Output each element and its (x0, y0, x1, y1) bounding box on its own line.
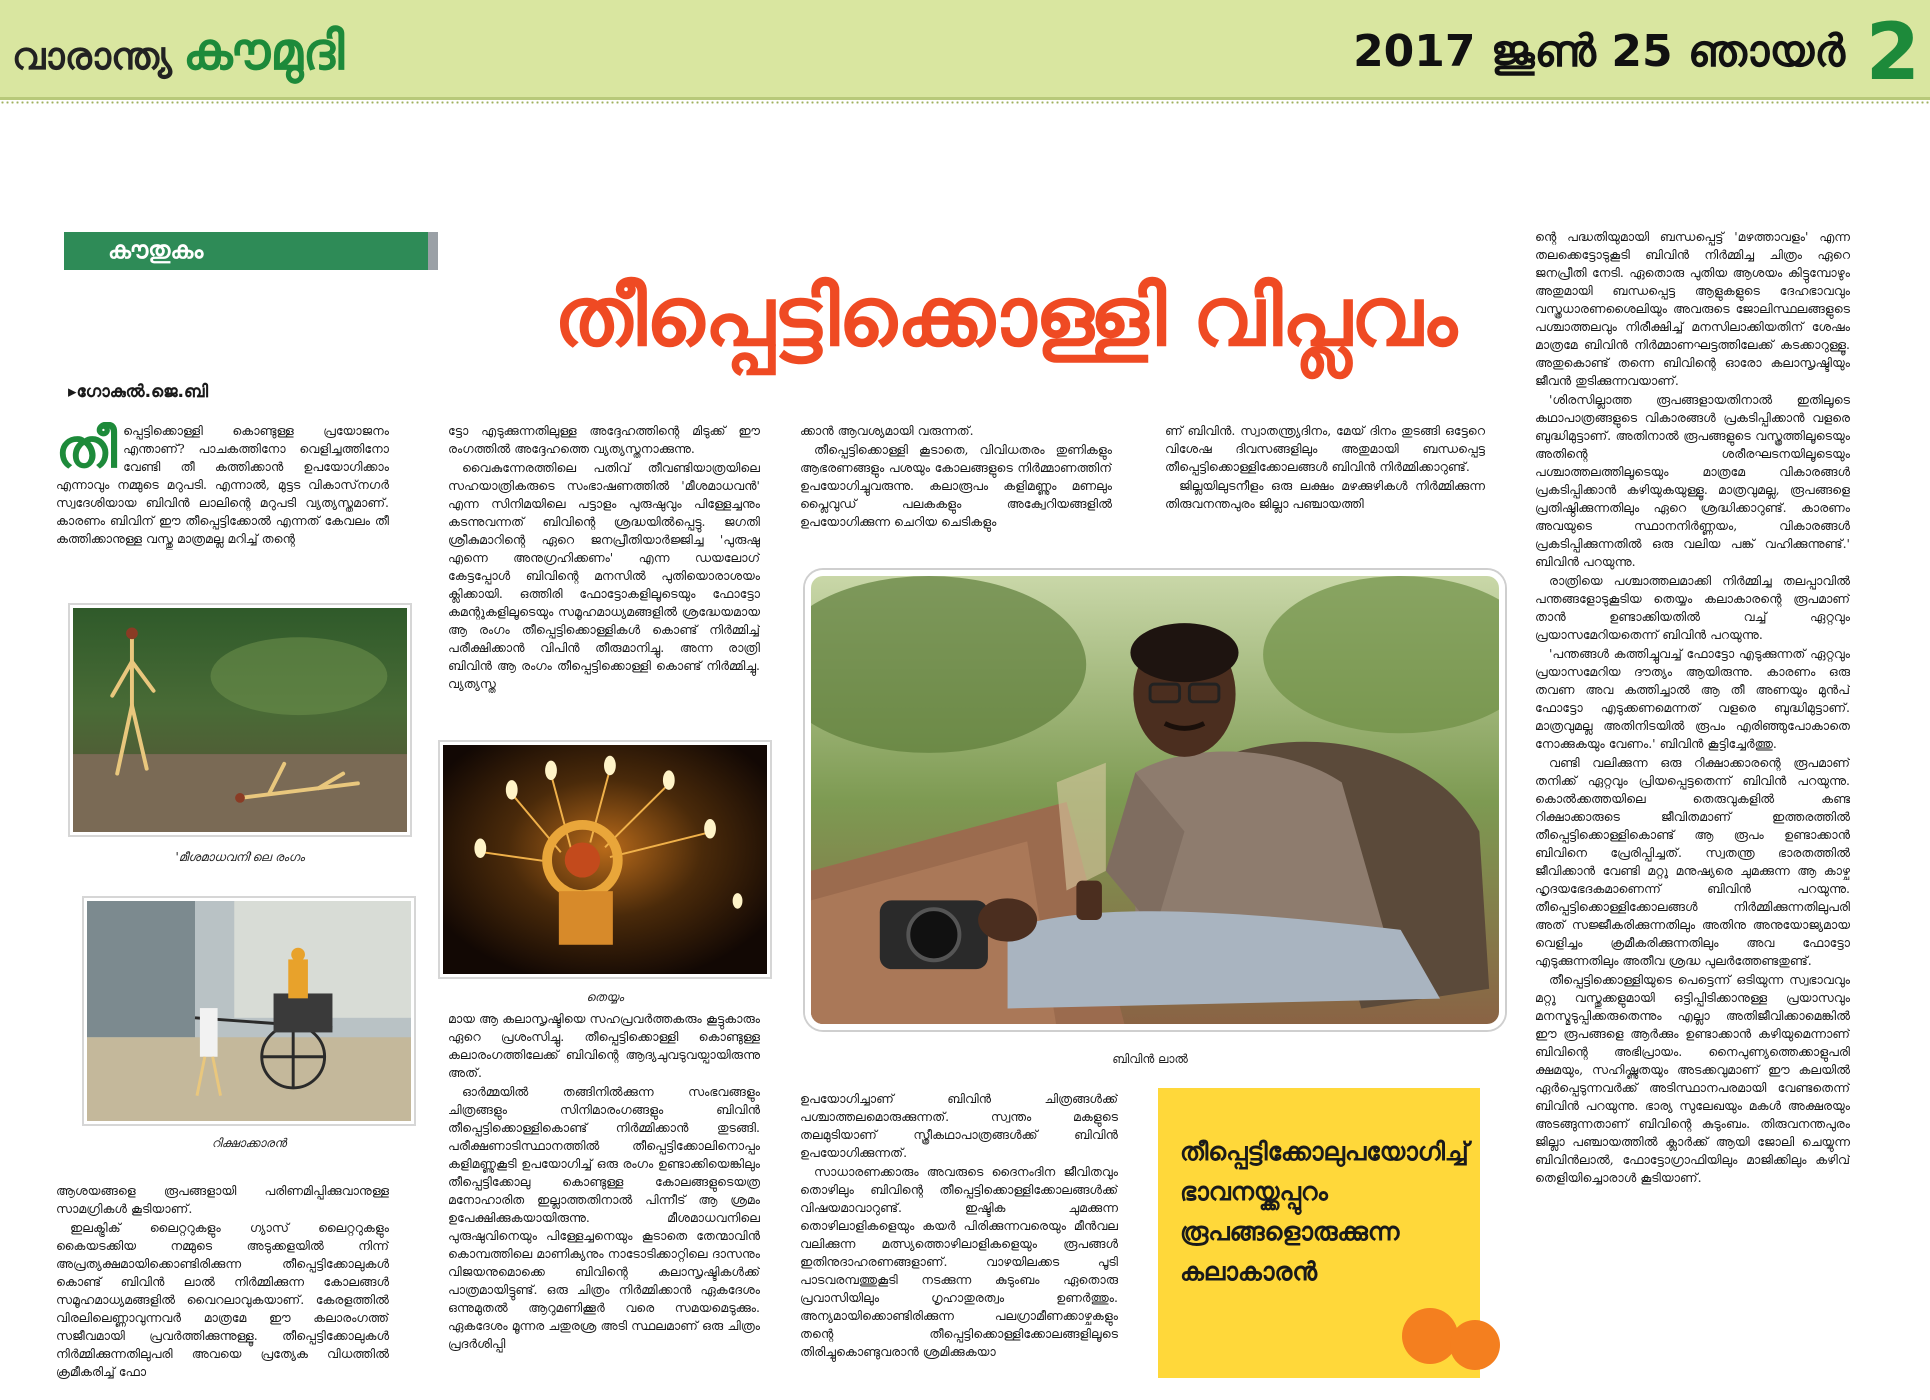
newspaper-logo (12, 22, 344, 83)
matchstick-figures-image (73, 608, 407, 832)
paragraph: വൈകുന്നേരത്തിലെ പതിവ് തീവണ്ടിയാത്രയിലെ സഹയാത്രികരുടെ സംഭാഷണത്തിൽ 'മീശമാധവൻ' എന്ന സിനിമയിലെ പട്ടാളം പുരുഷുവും പിള്ളേച്ചനും കടന്നുവന്നത് ബിവിന്റെ ശ്രദ്ധയിൽപ്പെട്ടു. ജഗതി ശ്രീകുമാറിന്റെ ഏറെ ജനപ്രീതിയാർജ്ജിച്ച 'പുരുഷു എന്നെ അനുഗ്രഹിക്കണം' എന്ന ഡയലോഗ് കേട്ടപ്പോൾ ബിവിന്റെ മനസിൽ പുതിയൊരാശയം ക്ലിക്കായി. ഒത്തിരി ഫോട്ടോകളിലൂടെയും ഫോട്ടോ കമന്റുകളിലൂടെയും സമൂഹമാധ്യമങ്ങളിൽ ശ്രദ്ധേയമായ ആ രംഗം തീപ്പെട്ടിക്കൊള്ളികൾ കൊണ്ട് നിർമ്മിച്ച് പരീക്ഷിക്കാൻ വിപിൻ തീരുമാനിച്ചു. അന്ന രാത്രി ബിവിൻ ആ രംഗം തീപ്പെട്ടിക്കൊള്ളി കൊണ്ട് നിർമ്മിച്ചു. വ്യത്യസ്ത (448, 460, 760, 691)
photographer-portrait-image (811, 576, 1499, 1028)
paragraph: ട്ടോ എടുക്കുന്നതിലുള്ള അദ്ദേഹത്തിന്റെ മിടുക്ക് ഈ രംഗത്തിൽ അദ്ദേഹത്തെ വ്യത്യസ്തനാക്കുന്നു. (448, 423, 760, 456)
paragraph: ഓർമ്മയിൽ തങ്ങിനിൽക്കുന്ന സംഭവങ്ങളും ചിത്രങ്ങളും സിനിമാരംഗങ്ങളും ബിവിൻ തീപ്പെട്ടിക്കൊള്ളികൊണ്ട് നിർമ്മിക്കാൻ തുടങ്ങി. പരീക്ഷണാടിസ്ഥാനത്തിൽ തീപ്പെട്ടിക്കോലിനൊപ്പം കളിമണ്ണുകൂടി ഉപയോഗിച്ച് ഒരു രംഗം ഉണ്ടാക്കിയെങ്കിലും തീപ്പെട്ടിക്കോലു കൊണ്ടുള്ള കോലങ്ങളുടെയത്ര മനോഹാരിത ഇല്ലാത്തതിനാൽ പിന്നീട് ആ ശ്രമം ഉപേക്ഷിക്കുകയായിരുന്നു. മീശമാധവനിലെ പുരുഷുവിനെയും പിള്ളേച്ചനെയും കൂടാതെ തേന്മാവിൻ കൊമ്പത്തിലെ മാണിക്യനും നാടോടിക്കാറ്റിലെ ദാസനും വിജയനുമൊക്കെ ബിവിന്റെ കലാസൃഷ്ടികൾക്ക് പാത്രമായിട്ടുണ്ട്. ഒരു ചിത്രം നിർമ്മിക്കാൻ ഏകദേശം ഒന്നുമുതൽ ആറുമണിക്കൂർ വരെ സമയമെടുക്കും. ഏകദേശം മൂന്നര ചതുരശ്ര അടി സ്ഥലമാണ് ഒരു ചിത്രം പ്രദർശിപ്പി (448, 1084, 760, 1351)
drop-cap: തീ (56, 422, 118, 480)
photo-caption: റിക്ഷാക്കാരൻ (211, 1136, 287, 1150)
paragraph: ക്കാൻ ആവശ്യമായി വരുന്നത്. (800, 423, 974, 438)
photo-caption: തെയ്യം (586, 990, 624, 1004)
paragraph: തീപ്പെട്ടിക്കൊള്ളിയുടെ പെട്ടെന്ന് ഒടിയുന്ന സ്വഭാവവും മറ്റു വസ്തുക്കളുമായി ഒട്ടിപ്പിടിക്കാനുള്ള പ്രയാസവും മനസ്മടുപ്പിക്കരുതെന്നും എല്ലാ അതിജീവിക്കാമെങ്കിൽ ഈ രൂപങ്ങളെ ആർക്കും ഉണ്ടാക്കാൻ കഴിയുമെന്നാണ് ബിവിന്റെ അഭിപ്രായം. നൈപുണ്യത്തെക്കാളുപരി ക്ഷമയും, സഹിഷ്ണുതയും അടക്കവുമാണ് ഈ കലയിൽ ഏർപ്പെടുന്നവർക്ക് അടിസ്ഥാനപരമായി വേണ്ടതെന്ന് ബിവിൻ പറയുന്നു. ഭാര്യ സുലേഖയും മകൾ അക്ഷരയും അടങ്ങുന്നതാണ് ബിവിന്റെ കുടുംബം. തിരുവനന്തപുരം ജില്ലാ പഞ്ചായത്തിൽ ക്ലാർക്ക് ആയി ജോലി ചെയ്യുന്ന ബിവിൻലാൽ, ഫോട്ടോഗ്രാഫിയിലും മാജിക്കിലും കഴിവ് തെളിയിച്ചൊരാൾ കൂടിയാണ്. (1535, 972, 1850, 1185)
article-column-4 (1165, 422, 1485, 552)
paragraph: സാധാരണക്കാരും അവരുടെ ദൈനംദിന ജീവിതവും തൊഴിലും ബിവിന്റെ തീപ്പെട്ടിക്കൊള്ളിക്കോലങ്ങൾക്ക് വിഷയമാവാറുണ്ട്. ഇഷ്ടിക ചുമക്കുന്ന തൊഴിലാളികളെയും കയർ പിരിക്കുന്നവരെയും മീൻവല വലിക്കുന്ന മത്സ്യത്തൊഴിലാളികളെയും രൂപങ്ങൾ ഇതിനുദാഹരണങ്ങളാണ്. വാഴയിലക്കട പൂടി പാടവരമ്പത്തുകൂടി നടക്കുന്ന കുടുംബം ഏതൊരു പ്രവാസിയിലും ഗൃഹാതുരത്വം ഉണർത്തും. അന്യമായിക്കൊണ്ടിരിക്കുന്ന പലഗ്രാമീണക്കാഴ്ചകളും തന്റെ തീപ്പെട്ടിക്കൊള്ളിക്കോലങ്ങളിലൂടെ തിരിച്ചുകൊണ്ടുവരാൻ ശ്രമിക്കുകയാ (800, 1164, 1118, 1359)
paragraph: ഉപയോഗിച്ചാണ് ബിവിൻ ചിത്രങ്ങൾക്ക് പശ്ചാത്തലമൊരുക്കുന്നത്. സ്വന്തം മകളുടെ തലമുടിയാണ് സ്ത്രീകഥാപാത്രങ്ങൾക്ക് ബിവിൻ ഉപയോഗിക്കുന്നത്. (800, 1091, 1118, 1160)
section-label: കൗതുകം (108, 236, 204, 264)
masthead (0, 0, 1930, 100)
photo-rickshaw (84, 898, 414, 1124)
paragraph: മായ ആ കലാസൃഷ്ടിയെ സഹപ്രവർത്തകരും കൂട്ടുകാരും ഏറെ പ്രശംസിച്ചു. തീപ്പെട്ടിക്കൊള്ളി കൊണ്ടുള്ള കലാരംഗത്തിലേക്ക് ബിവിന്റെ ആദ്യചുവടുവയ്പായിരുന്നു അത്. (448, 1011, 760, 1080)
portrait-photo (805, 570, 1505, 1030)
rickshaw-figure-image (87, 901, 411, 1121)
decorative-dot (1450, 1320, 1500, 1370)
paragraph: ന്റെ പദ്ധതിയുമായി ബന്ധപ്പെട്ട് 'മഴത്താവളം' എന്ന തലക്കെട്ടോടുകൂടി ബിവിൻ നിർമ്മിച്ച ചിത്രം ഏറെ ജനപ്രീതി നേടി. ഏതൊരു പുതിയ ആശയം കിട്ടുമ്പോഴും അതുമായി ബന്ധപ്പെട്ട ആളുകളുടെ ദേഹഭാവവും വസ്ത്രധാരണശൈലിയും അവരുടെ ജോലിസ്ഥലങ്ങളുടെ പശ്ചാത്തലവും നിരീക്ഷിച്ച് മനസിലാക്കിയതിന് ശേഷം മാത്രമേ ബിവിൻ നിർമ്മാണഘട്ടത്തിലേക്ക് കടക്കാറുള്ളൂ. അതുകൊണ്ട് തന്നെ ബിവിന്റെ ഓരോ കലാസൃഷ്ടിയും ജീവൻ തുടിക്കുന്നവയാണ്. (1535, 229, 1850, 388)
photo-caption: ബിവിൻ ലാൽ (1112, 1052, 1188, 1066)
paragraph: പ്പെട്ടിക്കൊള്ളി കൊണ്ടുള്ള പ്രയോജനം എന്താണ്? പാചകത്തിനോ വെളിച്ചത്തിനോ വേണ്ടി തീ കത്തിക്കാൻ ഉപയോഗിക്കാം എന്നാവും നമ്മുടെ മറുപടി. എന്നാൽ, മുട്ടട വികാസ്‌നഗർ സ്വദേശിയായ ബിവിൻ ലാലിന്റെ മറുപടി വ്യത്യസ്തമാണ്. കാരണം ബിവിന് ഈ തീപ്പെട്ടിക്കോൽ എന്നത് കേവലം തീ കത്തിക്കാനുള്ള വസ്തു മാത്രമല്ല മറിച്ച് തന്റെ (56, 423, 389, 546)
paragraph: ജില്ലയിലുടനീളം ഒരു ലക്ഷം മഴക്കുഴികൾ നിർമ്മിക്കുന്ന തിരുവനന്തപുരം ജില്ലാ പഞ്ചായത്തി (1165, 478, 1485, 511)
pull-quote-text: തീപ്പെട്ടിക്കോലുപയോഗിച്ച് ഭാവനയ്ക്കപ്പുറം രൂപങ്ങളൊരുക്കുന്ന കലാകാരൻ (1180, 1137, 1469, 1286)
photo-meeshamadhavan-scene (70, 605, 410, 835)
brand-title: കൗമുദി (183, 22, 345, 82)
article-column-2 (448, 422, 760, 722)
headline: തീപ്പെട്ടിക്കൊള്ളി വിപ്ലവം (554, 270, 1456, 365)
dateline: 2017 ജൂൺ 25 ഞായർ (1353, 26, 1845, 77)
paragraph: വണ്ടി വലിക്കുന്ന ഒരു റിക്ഷാക്കാരന്റെ രൂപമാണ് തനിക്ക് ഏറ്റവും പ്രിയപ്പെട്ടതെന്ന് ബിവിൻ പറയുന്നു. കൊൽക്കത്തയിലെ തെരുവുകളിൽ കണ്ട റിക്ഷാക്കാരുടെ ജീവിതമാണ് ഇത്തരത്തിൽ തീപ്പെട്ടിക്കൊള്ളികൊണ്ട് ആ രൂപം ഉണ്ടാക്കാൻ ബിവിനെ പ്രേരിപ്പിച്ചത്. സ്വതന്ത്ര ഭാരതത്തിൽ ജീവിക്കാൻ വേണ്ടി മറ്റു മനുഷ്യരെ ചുമക്കുന്ന ആ കാഴ്ച ഹൃദയഭേദകമാണെന്ന് ബിവിൻ പറയുന്നു. തീപ്പെട്ടിക്കൊള്ളിക്കോലങ്ങൾ നിർമ്മിക്കുന്നതിലുപരി അത് സജ്ജീകരിക്കുന്നതിലും അതിനു അനുയോജ്യമായ വെളിച്ചം ക്രമീകരിക്കുന്നതിലും അവ ഫോട്ടോ എടുക്കുന്നതിലും അതീവ ശ്രദ്ധ പുലർത്തേണ്ടതുണ്ട്. (1535, 755, 1850, 968)
paragraph: ഇലക്ട്രിക് ലൈറ്ററുകളും ഗ്യാസ് ലൈറ്ററുകളും കൈയടക്കിയ നമ്മുടെ അടുക്കളയിൽ നിന്ന് അപ്രത്യക്ഷമായിക്കൊണ്ടിരിക്കുന്ന തീപ്പെട്ടിക്കോലുകൾ കൊണ്ട് ബിവിൻ ലാൽ നിർമ്മിക്കുന്ന കോലങ്ങൾ സമൂഹമാധ്യമങ്ങളിൽ വൈറലാവുകയാണ്. കേരളത്തിൽ വിരലിലെണ്ണാവുന്നവർ മാത്രമേ ഈ കലാരംഗത്ത് സജീവമായി പ്രവർത്തിക്കുന്നുള്ളൂ. തീപ്പെട്ടിക്കോലുകൾ നിർമ്മിക്കുന്നതിലുപരി അവയെ പ്രത്യേക വിധത്തിൽ ക്രമീകരിച്ച് ഫോ (56, 1220, 389, 1379)
article-column-3-continued (800, 1090, 1118, 1382)
paragraph: 'ശിരസില്ലാത്ത രൂപങ്ങളായതിനാൽ ഇതിലൂടെ കഥാപാത്രങ്ങളുടെ വികാരങ്ങൾ പ്രകടിപ്പിക്കാൻ വളരെ ബുദ്ധിമുട്ടാണ്. അതിനാൽ രൂപങ്ങളുടെ വസ്ത്രത്തിലൂടെയും അതിന്റെ ശരീരഘടനയിലൂടെയും പശ്ചാത്തലത്തിലൂടെയും മാത്രമേ വികാരങ്ങൾ പ്രകടിപ്പിക്കാൻ കഴിയുകയുള്ളൂ. മാത്രവുമല്ല, രൂപങ്ങളെ പ്രതിഷ്ഠിക്കുന്നതിലും ഏറെ ശ്രദ്ധിക്കാറുണ്ട്. കാരണം അവയുടെ സ്ഥാനനിർണ്ണയം, വികാരങ്ങൾ പ്രകടിപ്പിക്കുന്നതിൽ ഒരു വലിയ പങ്ക് വഹിക്കുന്നുണ്ട്.' ബിവിൻ പറയുന്നു. (1535, 392, 1850, 569)
paragraph: ണ് ബിവിൻ. സ്വാതന്ത്ര്യദിനം, മേയ് ദിനം തുടങ്ങി ഒട്ടേറെ വിശേഷ ദിവസങ്ങളിലും അതുമായി ബന്ധപ്പെട്ട തീപ്പെട്ടിക്കൊള്ളിക്കോലങ്ങൾ ബിവിൻ നിർമ്മിക്കാറുണ്ട്. (1165, 423, 1485, 474)
article-column-3 (800, 422, 1112, 552)
page-number: 2 (1865, 8, 1920, 98)
theyyam-figure-image (443, 745, 767, 974)
paragraph: 'പന്തങ്ങൾ കത്തിച്ചുവച്ച് ഫോട്ടോ എടുക്കുന്നത് ഏറ്റവും പ്രയാസമേറിയ ദൗത്യം ആയിരുന്നു. കാരണം ഒരു തവണ അവ കത്തിച്ചാൽ ആ തീ അണയും മുൻപ് ഫോട്ടോ എടുക്കണമെന്നത് വളരെ ബുദ്ധിമുട്ടാണ്. മാത്രവുമല്ല അതിനിടയിൽ രൂപം എരിഞ്ഞുപോകാതെ നോക്കുകയും വേണം.' ബിവിൻ കൂട്ടിച്ചേർത്തു. (1535, 646, 1850, 751)
paragraph: ആശയങ്ങളെ രൂപങ്ങളായി പരിണമിപ്പിക്കുവാനുള്ള സാമഗ്രികൾ കൂടിയാണ്. (56, 1183, 389, 1216)
decorative-dot (1402, 1308, 1458, 1364)
paragraph: രാത്രിയെ പശ്ചാത്തലമാക്കി നിർമ്മിച്ച തലപ്പാവിൽ പന്തങ്ങളോടുകൂടിയ തെയ്യം കലാകാരന്റെ രൂപമാണ് താൻ ഉണ്ടാക്കിയതിൽ വച്ച് ഏറ്റവും പ്രയാസമേറിയതെന്ന് ബിവിൻ പറയുന്നു. (1535, 573, 1850, 642)
article-column-2-continued (448, 1010, 760, 1382)
paragraph: തീപ്പെട്ടിക്കൊള്ളി കൂടാതെ, വിവിധതരം തുണികളും ആഭരണങ്ങളും പശയും കോലങ്ങളുടെ നിർമ്മാണത്തിന് ഉപയോഗിച്ചുവരുന്നു. കലാരൂപം കളിമണ്ണും മണലും പ്ലൈവുഡ് പലകകളും അക്വേറിയങ്ങളിൽ ഉപയോഗിക്കുന്ന ചെറിയ ചെടികളും (800, 442, 1112, 529)
brand-subtitle: വാരാന്ത്യ (12, 34, 172, 78)
article-column-1 (56, 422, 389, 592)
article-column-5 (1535, 228, 1850, 1384)
section-tag (64, 232, 438, 270)
byline: ▸ഗോകുൽ.ജെ.ബി (68, 382, 209, 402)
article-column-1-continued (56, 1182, 389, 1382)
photo-caption: 'മീശമാധവനി'ലെ രംഗം (175, 850, 305, 864)
masthead-divider (0, 100, 1930, 106)
photo-theyyam (440, 742, 770, 977)
